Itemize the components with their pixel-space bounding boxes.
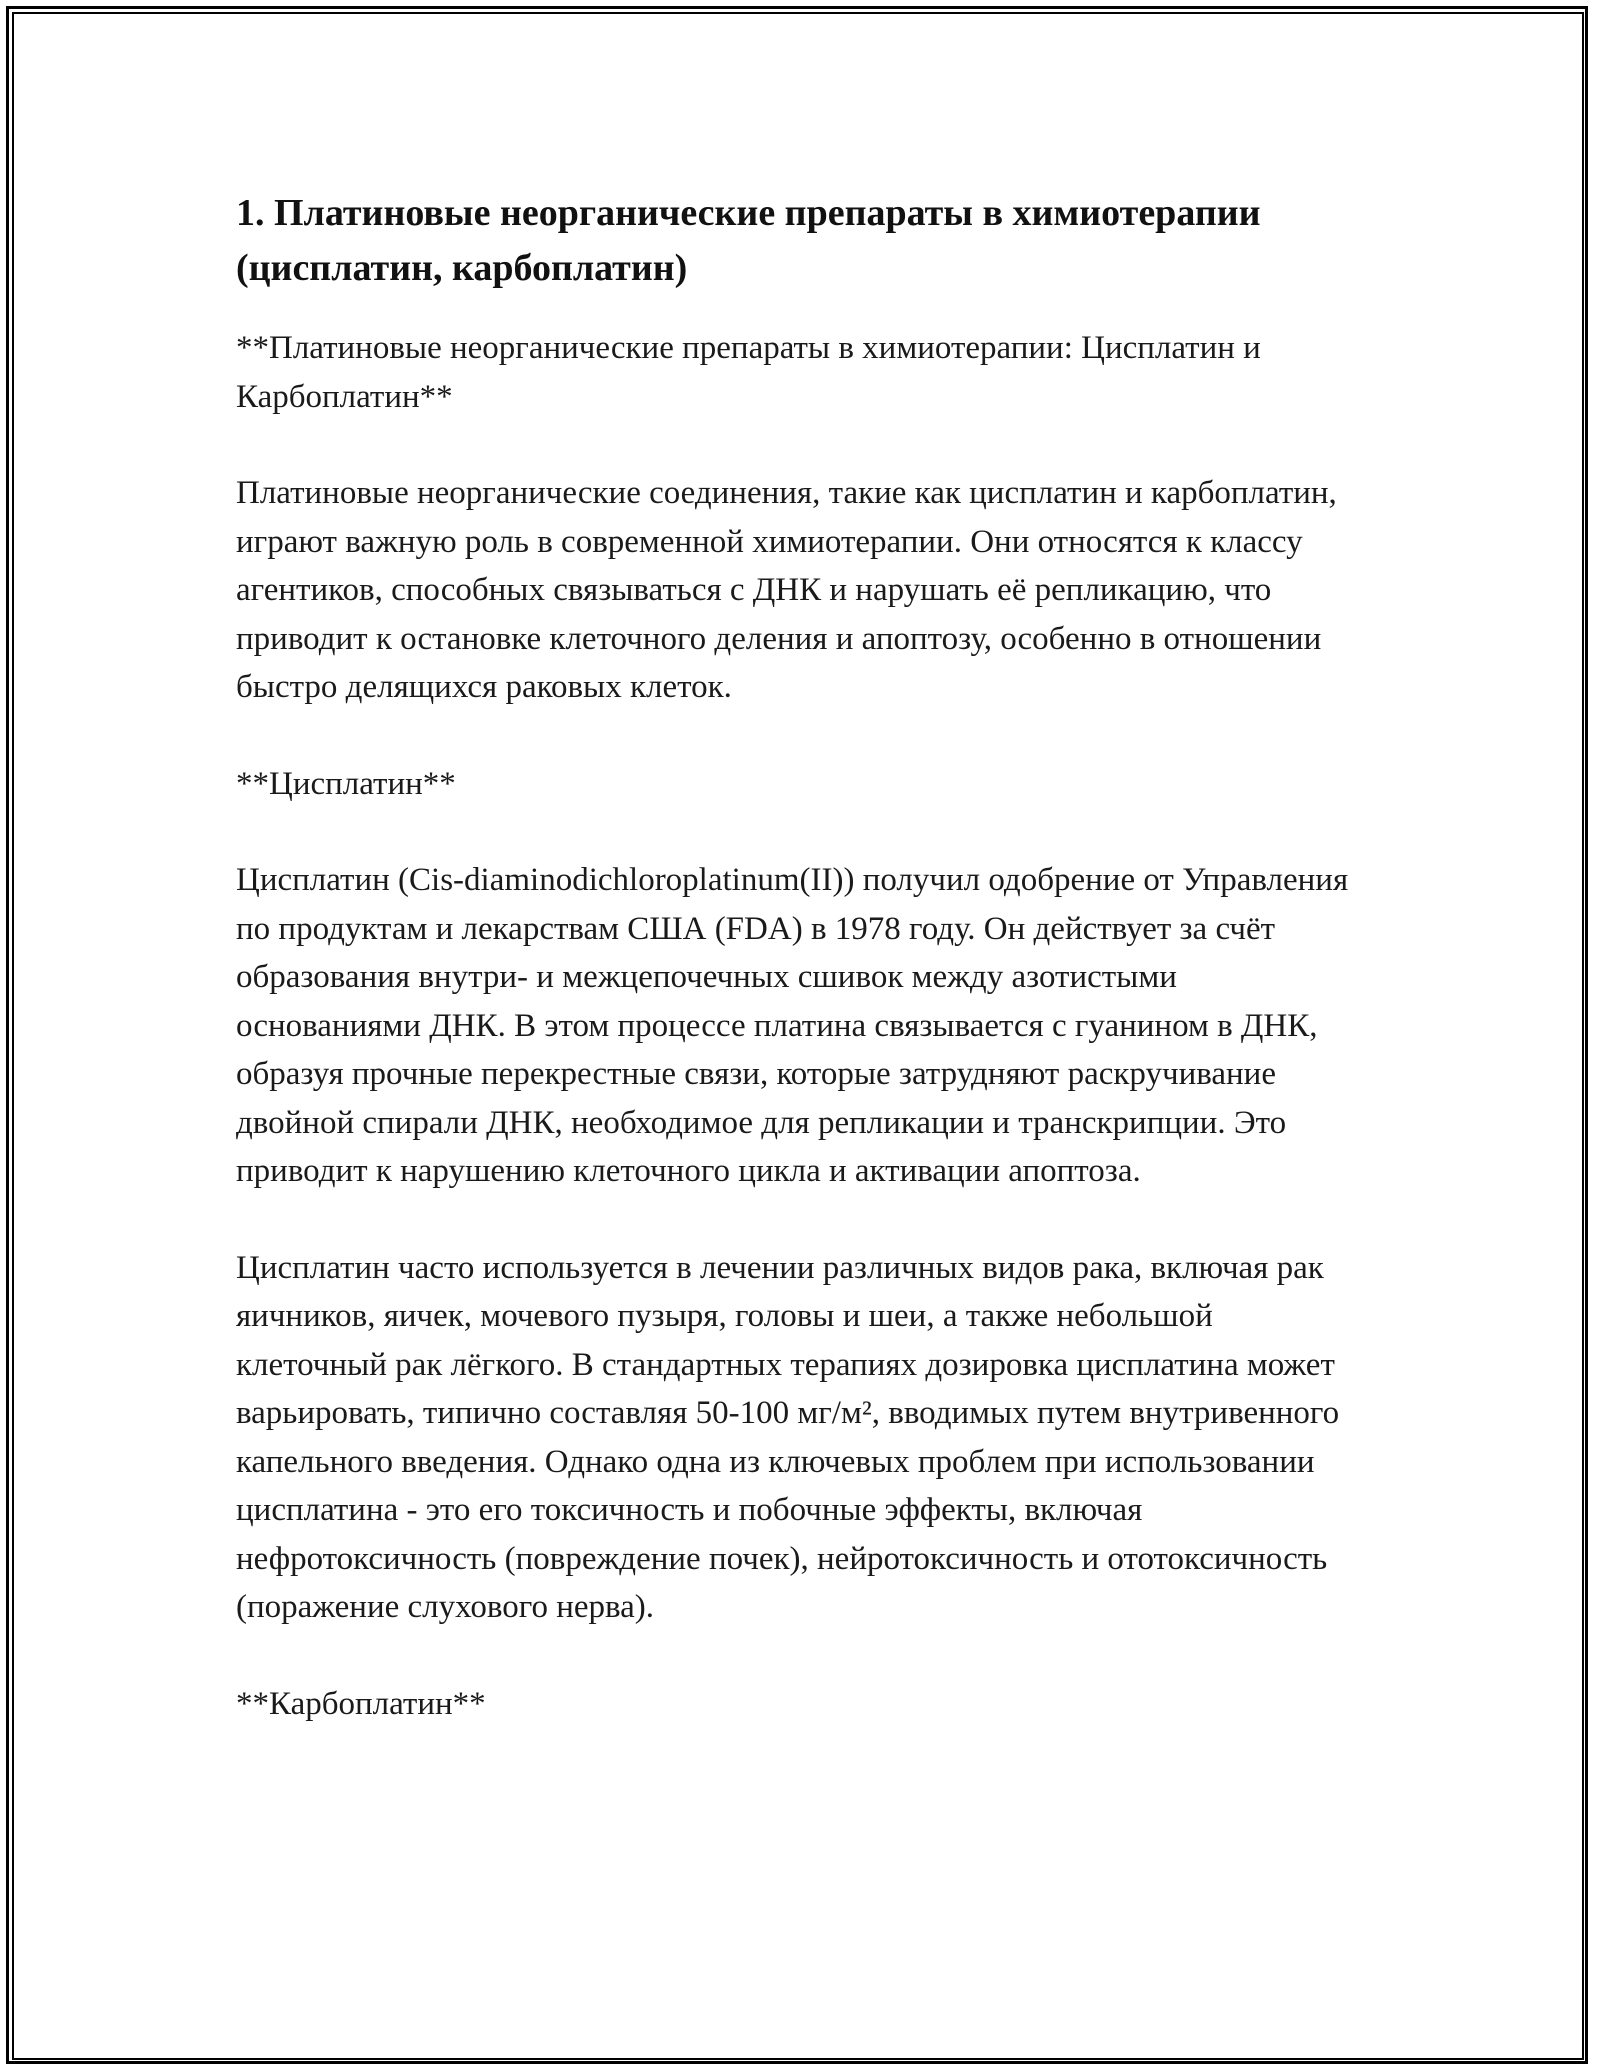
- paragraph-cisplatin-mechanism: Цисплатин (Cis-diaminodichloroplatinum(II)) получил одобрение от Управления по продуктам и лекарствам США (FDA) в 1978 году. Он действует за счёт образования внутри- и межцепочечных сшивок между азотистыми основаниями ДНК. В этом процессе платина связывается с гуанином в ДНК, образуя прочные перекрестные связи, которые затрудняют раскручивание двойной спирали ДНК, необходимое для репликации и транскрипции. Это приводит к нарушению клеточного цикла и активации апоптоза.: [236, 862, 1349, 1189]
- paragraph-cisplatin-usage: Цисплатин часто используется в лечении различных видов рака, включая рак яичников, яичек, мочевого пузыря, головы и шеи, а также небольшой клеточный рак лёгкого. В стандартных терапиях дозировка цисплатина может варьировать, типично составляя 50-100 мг/м², вводимых путем внутривенного капельного введения. Однако одна из ключевых проблем при использовании цисплатина - это его токсичность и побочные эффекты, включая нефротоксичность (повреждение почек), нейротоксичность и ототоксичность (поражение слухового нерва).: [236, 1249, 1340, 1625]
- document-body: [236, 186, 1366, 1776]
- paragraph-intro: Платиновые неорганические соединения, такие как цисплатин и карбоплатин, играют важную роль в современной химиотерапии. Они относятся к классу агентиков, способных связываться с ДНК и нарушать её репликацию, что приводит к остановке клеточного деления и апоптозу, особенно в отношении быстро делящихся раковых клеток.: [236, 475, 1337, 705]
- paragraph-carboplatin-heading: **Карбоплатин**: [236, 1685, 486, 1722]
- section-heading: 1. Платиновые неорганические препараты в химиотерапии (цисплатин, карбоплатин): [236, 192, 1261, 289]
- paragraph-cisplatin-heading: **Цисплатин**: [236, 765, 456, 802]
- paragraph-subtitle: **Платиновые неорганические препараты в химиотерапии: Цисплатин и Карбоплатин**: [236, 330, 1261, 415]
